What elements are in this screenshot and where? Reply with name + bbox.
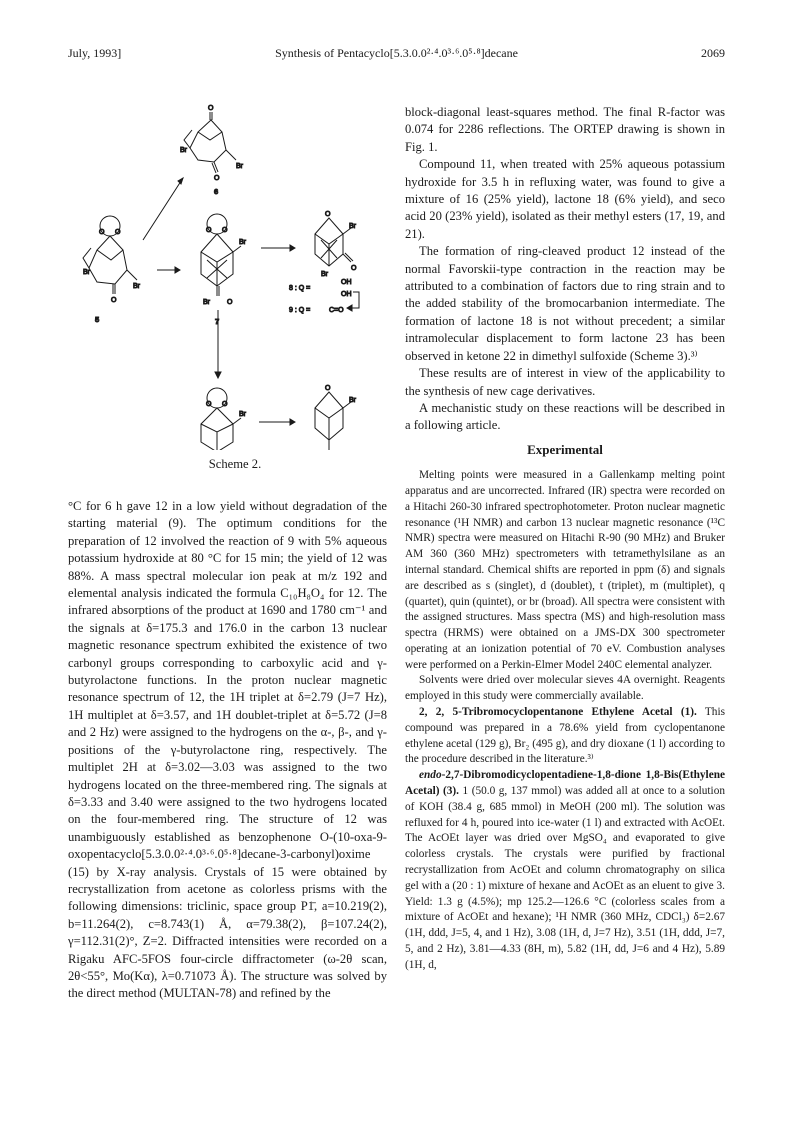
structure-7 [201,214,247,326]
compound-3-paragraph [405,768,725,973]
atom-label-o: O [214,175,220,182]
atom-label-br: Br [133,283,140,290]
scheme-2-figure [75,100,395,480]
compound-1-paragraph [405,705,725,768]
atom-label-oh: OH [341,279,352,286]
section-heading-experimental: Experimental [527,441,603,457]
atom-label-br: Br [349,397,356,404]
structure-6 [180,105,244,196]
header-title: Synthesis of Pentacyclo[5.3.0.0²·⁴.0³·⁶.0⁵·⁸]decane [275,46,518,60]
body-paragraph: block-diagonal least-squares method. The final R-factor was 0.074 for 2286 reflections. The ORTEP drawing is shown in Fig. 1. [405,105,725,154]
compound-number-7: 7 [215,317,220,326]
body-paragraph: These results are of interest in view of the applicability to the synthesis of new cage derivatives. [405,366,725,398]
experimental-paragraph: Melting points were measured in a Gallenkamp melting point apparatus and are uncorrected. Infrared (IR) spectra were recorded on a Hitachi 260-30 infrared spectrophotometer. Proton nuclear magnetic resonance (¹H NMR) and carbon 13 nuclear magnetic resonance (¹³C NMR) spectra were measured on Hitachi R-90 (90 MHz) and Bruker AM 360 (360 MHz) spectrometers with tetramethylsilane as an internal standard. Chemical shifts are reported in ppm (δ) and signals are described as s (singlet), d (doublet), t (triplet), m (multiplet), q (quartet), quin (quintet), or br (broad). All spectra were consistent with the assigned structures. Mass spectra (MS) and high-resolution mass spectra (HRMS) were obtained on a JMS-DX 300 spectrometer operating at an ionization potential of 70 eV. Combustion analyses were performed on a Perkin-Elmer Model 240C elemental analyzer. [405,469,725,671]
experimental-paragraph: Solvents were dried over molecular sieves 4A overnight. Reagents employed in this study were commercially available. [405,674,725,703]
atom-label-o: O [206,401,212,408]
right-column [405,104,725,974]
scheme-caption: Scheme 2. [208,457,262,471]
compound-3-prefix: endo [419,769,442,782]
body-paragraph: °C for 6 h gave 12 in a low yield without degradation of the starting material (9). The optimum conditions for the preparation of 12 involved the reaction of 9 with 5% aqueous potassium hydroxide at 80 °C for 15 min; the yield of 12 was 88%. A mass spectral molecular ion peak at m/z 192 and elemental analysis indicated the formula C₁₀H₈O₄ for 12. The infrared absorptions of the product at 1690 and 1780 cm⁻¹ and the signals at δ=175.3 and 176.0 in the carbon 13 nuclear magnetic resonance spectrum exhibited the existence of two carbonyl groups corresponding to carboxylic acid and γ-butyrolactone functions. In the proton nuclear magnetic resonance spectrum of 12, the 1H triplet at δ=2.79 (J=7 Hz), 1H multiplet at δ=3.57, and 1H doublet-triplet at δ=5.72 (J=8 and 2 Hz) were assigned to the hydrogens on the α-, β-, and γ-positions of the γ-butyrolactone ring, respectively. The multiplet 2H at δ=3.02—3.03 was assigned to the two hydrogens located on the three-membered ring. The signals at δ=3.33 and 3.40 were assigned to the two hydrogens located on the four-membered ring. The structure of 12 was unambiguously established as benzophenone O-(10-oxa-9-oxopentacyclo[5.3.0.0²·⁴.0³·⁶.0⁵·⁸]decane-3-carbonyl)oxime (15) by X-ray analysis. Crystals of 15 were obtained by recrystallization from acetone as colorless prisms with the following dimensions: triclinic, space group P1̄, a=10.219(2), b=11.264(2), c=8.743(1) Å, α=79.38(2), β=107.24(2), γ=112.31(2)°, Z=2. Diffracted intensities were recorded on a Rigaku AFC-5FOS four-circle diffractometer (ω-2θ scan, 2θ<55°, Mo(Kα), λ=0.71073 Å). The structure was solved by the direct method (MULTAN-78) and refined by the [68,499,387,1001]
atom-label-o: O [222,401,228,408]
atom-label-br: Br [349,223,356,230]
body-paragraph: The formation of ring-cleaved product 12 instead of the normal Favorskii-type contraction in the reaction may be attributed to a combination of factors due to ring strain and to the added stability of the bromocarbanion intermediate. The formation of lactone 18 is not without precedent; a similar intramolecular displacement to form lactone 23 has been observed in ketone 22 in dimethyl sulfoxide (Scheme 3).³⁾ [405,244,725,363]
left-column [68,498,387,1003]
compound-3-text: 1 (50.0 g, 137 mmol) was added all at once to a solution of KOH (38.4 g, 685 mmol) in MeOH (200 ml). The solution was refluxed for 4 h, poured into ice-water (1 l) and extracted with AcOEt. The AcOEt layer was dried over MgSO₄ and evaporated to give colorless crystals. The crystals were purified by fractional recrystallization from AcOEt and column chromatography on silica gel with a (20 : 1) mixture of hexane and AcOEt as an eluent to give 3. Yield: 1.3 g (4.5%); mp 125.2—126.6 °C (colorless scales from a mixture of AcOEt and hexane); ¹H NMR (360 MHz, CDCl₃) δ=2.67 (1H, ddd, J=5, 4, and 1 Hz), 3.08 (1H, d, J=7 Hz), 3.51 (1H, ddd, J=7, 5, and 2 Hz), 3.81—4.33 (8H, m), 5.82 (1H, dd, J=6 and 4 Hz), 5.89 (1H, d, [405,785,725,971]
atom-label-o: O [206,227,212,234]
scheme-2-diagram [75,100,395,450]
atom-label-oh: OH [341,291,352,298]
q-label-9: 9 : Q = [289,307,311,314]
atom-label-br: Br [203,299,210,306]
atom-label-br: Br [239,239,246,246]
atom-label-br: Br [83,269,90,276]
compound-1-text: This compound was prepared in a 78.6% yield from cyclopentanone ethylene acetal (129 g), Br₂ (495 g), and dry dioxane (1 l) according to the procedure described in the literature.³⁾ [405,706,725,766]
header-date: July, 1993] [68,46,122,60]
compound-3-name: -2,7-Dibromodicyclopentadiene-1,8-dione 1,8-Bis(Ethylene Acetal) (3). [405,769,725,798]
structure-8-9 [289,211,359,314]
compound-number-6: 6 [214,187,219,196]
atom-label-o: O [325,211,331,218]
atom-label-br: Br [239,411,246,418]
atom-label-o: O [115,229,121,236]
experimental-section [405,468,725,974]
atom-label-br: Br [321,271,328,278]
compound-1-title: 2, 2, 5-Tribromocyclopentanone Ethylene Acetal (1). [419,706,697,719]
atom-label-o: O [351,265,357,272]
atom-label-br: Br [236,163,243,170]
atom-label-o: O [227,299,233,306]
compound-number-5: 5 [95,315,100,324]
structure-10 [201,388,247,450]
atom-label-o: O [111,297,117,304]
q-label-8: 8 : Q = [289,285,311,292]
structure-5 [83,216,141,324]
atom-label-o: O [99,229,105,236]
atom-label-o: O [325,385,331,392]
structure-11 [315,385,357,450]
atom-label-o: O [208,105,214,112]
body-paragraph: Compound 11, when treated with 25% aqueous potassium hydroxide for 3.5 h in refluxing water, was found to give a mixture of 16 (25% yield), lactone 18 (6% yield), and seco acid 20 (23% yield), isolated as their methyl esters (17, 19, and 21). [405,157,725,241]
body-paragraph: A mechanistic study on these reactions will be described in a following article. [405,400,725,433]
c-equals-o-label: C=O [329,307,344,314]
page-number: 2069 [701,46,725,60]
atom-label-o: O [222,227,228,234]
atom-label-br: Br [180,147,187,154]
